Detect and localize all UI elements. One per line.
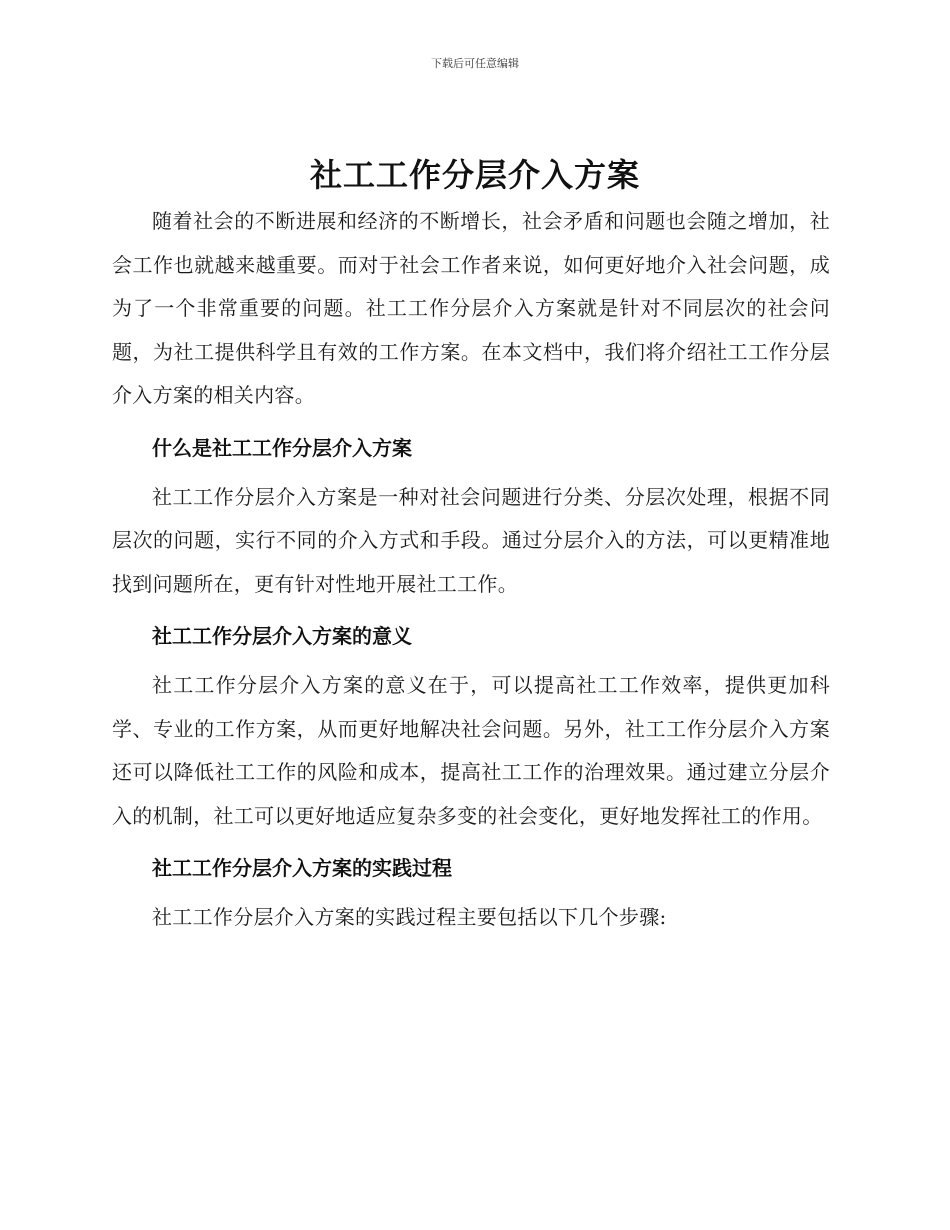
document-title: 社工工作分层介入方案 <box>309 156 640 194</box>
section-heading-significance: 社工工作分层介入方案的意义 <box>152 624 412 648</box>
paragraph-definition: 社工工作分层介入方案是一种对社会问题进行分类、分层次处理，根据不同层次的问题，实行不同的介入方式和手段。通过分层介入的方法，可以更精准地找到问题所在，更有针对性地开展社工工作。 <box>112 484 830 596</box>
section-heading-practice: 社工工作分层介入方案的实践过程 <box>152 856 452 880</box>
document-body <box>112 200 830 940</box>
paragraph-significance: 社工工作分层介入方案的意义在于，可以提高社工工作效率，提供更加科学、专业的工作方案，从而更好地解决社会问题。另外，社工工作分层介入方案还可以降低社工工作的风险和成本，提高社工工作的治理效果。通过建立分层介入的机制，社工可以更好地适应复杂多变的社会变化，更好地发挥社工的作用。 <box>112 673 830 828</box>
paragraph-intro: 随着社会的不断进展和经济的不断增长，社会矛盾和问题也会随之增加，社会工作也就越来越重要。而对于社会工作者来说，如何更好地介入社会问题，成为了一个非常重要的问题。社工工作分层介入方案就是针对不同层次的社会问题，为社工提供科学且有效的工作方案。在本文档中，我们将介绍社工工作分层介入方案的相关内容。 <box>112 209 830 407</box>
section-heading-definition: 什么是社工工作分层介入方案 <box>152 435 412 460</box>
header-note: 下载后可任意编辑 <box>431 57 519 70</box>
paragraph-practice: 社工工作分层介入方案的实践过程主要包括以下几个步骤: <box>152 905 667 929</box>
